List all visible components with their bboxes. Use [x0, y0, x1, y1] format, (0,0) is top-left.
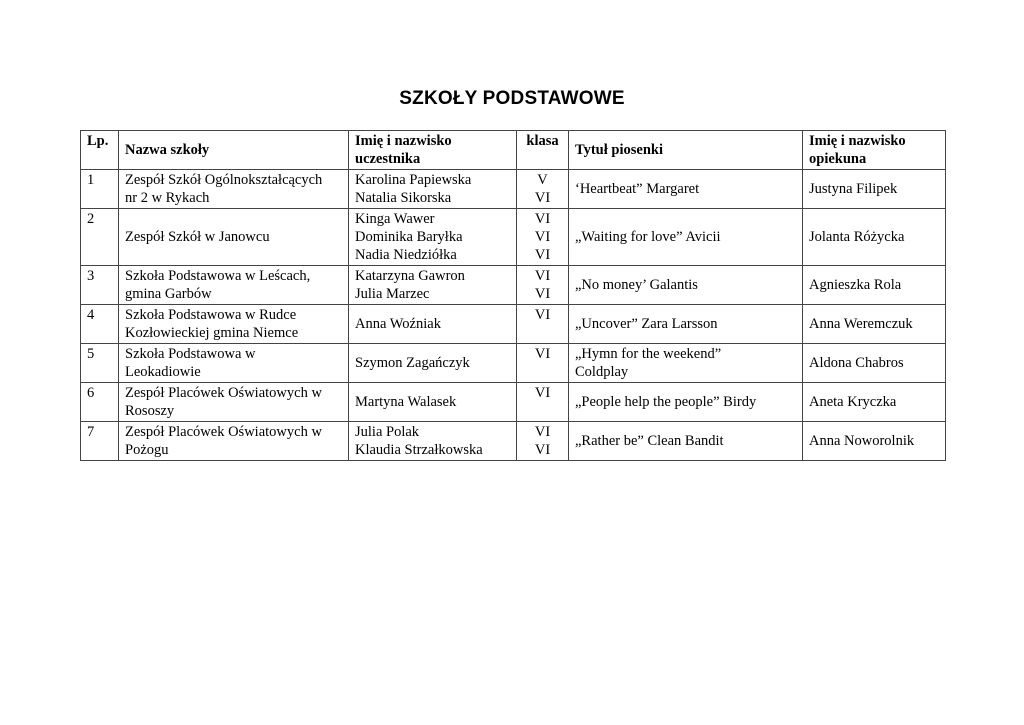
song-title-line: „No money’ Galantis — [575, 277, 698, 293]
school-name — [119, 170, 349, 209]
row-number: 1 — [81, 170, 119, 209]
header-song-title: Tytuł piosenki — [569, 131, 803, 170]
participant-names-line: Nadia Niedziółka — [355, 247, 457, 263]
participant-names-line: Julia Polak — [355, 424, 420, 440]
class-level-line: VI — [534, 190, 551, 206]
participant-names — [349, 422, 517, 461]
song-title — [569, 422, 803, 461]
song-title-line: „Rather be” Clean Bandit — [575, 433, 724, 449]
header-klasa: klasa — [517, 131, 569, 170]
participant-names — [349, 170, 517, 209]
school-name — [119, 209, 349, 266]
table-row — [81, 209, 946, 266]
row-number: 6 — [81, 383, 119, 422]
school-name-line: Pożogu — [125, 442, 169, 458]
participant-names-line: Szymon Zagańczyk — [355, 355, 470, 371]
song-title — [569, 305, 803, 344]
song-title-line: „People help the people” Birdy — [575, 394, 757, 410]
header-guardian: Imię i nazwisko opiekuna — [803, 131, 946, 170]
participant-names — [349, 266, 517, 305]
table-row — [81, 344, 946, 383]
song-title — [569, 209, 803, 266]
guardian-name: Agnieszka Rola — [803, 266, 946, 305]
school-name-line: Kozłowieckiej gmina Niemce — [125, 325, 299, 341]
table-row — [81, 305, 946, 344]
school-name-line: Rososzy — [125, 403, 175, 419]
guardian-name: Justyna Filipek — [803, 170, 946, 209]
class-level — [517, 209, 569, 266]
school-name-line: Szkoła Podstawowa w — [125, 346, 256, 362]
class-level — [517, 344, 569, 383]
class-level — [517, 170, 569, 209]
participant-names-line: Martyna Walasek — [355, 394, 457, 410]
school-name — [119, 305, 349, 344]
school-name-line: Leokadiowie — [125, 364, 201, 380]
guardian-name: Anna Weremczuk — [803, 305, 946, 344]
school-name-line: Szkoła Podstawowa w Leścach, — [125, 268, 311, 284]
participant-names — [349, 344, 517, 383]
song-title-line: ‘Heartbeat” Margaret — [575, 181, 700, 197]
song-title-line: „Hymn for the weekend” — [575, 346, 722, 362]
school-name-line: Zespół Szkół Ogólnokształcących — [125, 172, 323, 188]
header-participant: Imię i nazwisko uczestnika — [349, 131, 517, 170]
school-name-line: Szkoła Podstawowa w Rudce — [125, 307, 297, 323]
class-level — [517, 422, 569, 461]
school-name-line: Zespół Placówek Oświatowych w — [125, 424, 322, 440]
participant-names-line: Julia Marzec — [355, 286, 430, 302]
song-title-line: „Uncover” Zara Larsson — [575, 316, 718, 332]
school-name-line: Zespół Placówek Oświatowych w — [125, 385, 322, 401]
class-level-line: VI — [534, 268, 551, 284]
guardian-name: Jolanta Różycka — [803, 209, 946, 266]
school-name — [119, 383, 349, 422]
guardian-name: Anna Noworolnik — [803, 422, 946, 461]
class-level-line: VI — [534, 229, 551, 245]
song-title-line: Coldplay — [575, 364, 629, 380]
class-level-line: VI — [534, 286, 551, 302]
guardian-name: Aneta Kryczka — [803, 383, 946, 422]
song-title — [569, 266, 803, 305]
guardian-name: Aldona Chabros — [803, 344, 946, 383]
participant-names-line: Klaudia Strzałkowska — [355, 442, 483, 458]
school-name-line: gmina Garbów — [125, 286, 212, 302]
row-number: 3 — [81, 266, 119, 305]
school-name-line: nr 2 w Rykach — [125, 190, 210, 206]
table-row — [81, 266, 946, 305]
class-level-line: VI — [534, 346, 551, 362]
participant-names-line: Dominika Baryłka — [355, 229, 463, 245]
participant-names-line: Kinga Wawer — [355, 211, 435, 227]
page-title: SZKOŁY PODSTAWOWE — [399, 88, 625, 109]
school-name — [119, 344, 349, 383]
song-title — [569, 170, 803, 209]
table-row — [81, 422, 946, 461]
header-lp: Lp. — [81, 131, 119, 170]
class-level-line: VI — [534, 307, 551, 323]
participant-names-line: Karolina Papiewska — [355, 172, 472, 188]
row-number: 4 — [81, 305, 119, 344]
participant-names — [349, 305, 517, 344]
song-title-line: „Waiting for love” Avicii — [575, 229, 721, 245]
song-title — [569, 383, 803, 422]
row-number: 2 — [81, 209, 119, 266]
participant-names — [349, 383, 517, 422]
table-body — [81, 170, 946, 461]
participant-names — [349, 209, 517, 266]
class-level — [517, 305, 569, 344]
class-level-line: VI — [534, 247, 551, 263]
class-level-line: VI — [534, 211, 551, 227]
table-row — [81, 170, 946, 209]
row-number: 5 — [81, 344, 119, 383]
class-level-line: VI — [534, 424, 551, 440]
participant-names-line: Natalia Sikorska — [355, 190, 452, 206]
class-level — [517, 383, 569, 422]
school-name — [119, 422, 349, 461]
table-header-row — [81, 131, 946, 170]
participant-names-line: Katarzyna Gawron — [355, 268, 465, 284]
table-row — [81, 383, 946, 422]
participant-names-line: Anna Woźniak — [355, 316, 441, 332]
class-level-line: VI — [534, 385, 551, 401]
school-name-line: Zespół Szkół w Janowcu — [125, 229, 270, 245]
school-name — [119, 266, 349, 305]
row-number: 7 — [81, 422, 119, 461]
class-level — [517, 266, 569, 305]
class-level-line: VI — [534, 442, 551, 458]
class-level-line: V — [537, 172, 548, 188]
song-title — [569, 344, 803, 383]
schools-table — [80, 130, 946, 461]
header-school-name: Nazwa szkoły — [119, 131, 349, 170]
